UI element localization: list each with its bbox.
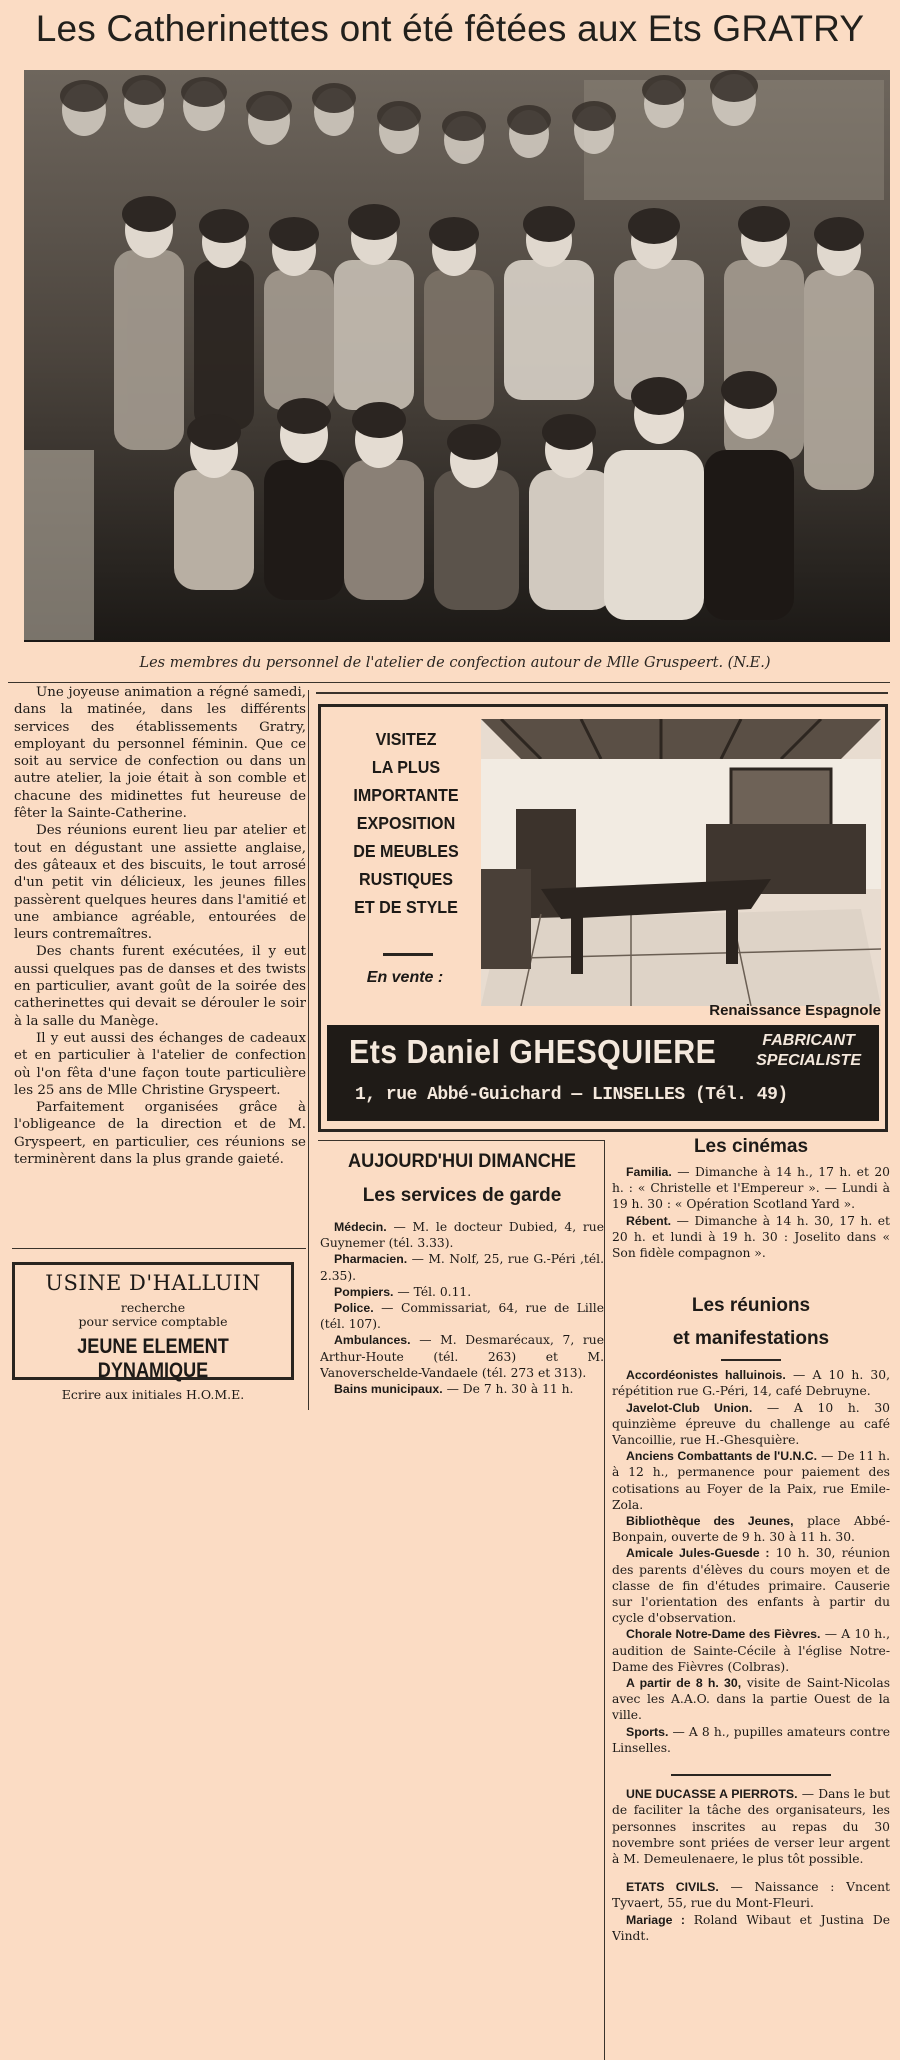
article-body (14, 684, 306, 1240)
reunions-heading-line: Les réunions (691, 1295, 811, 1317)
ducasse-label: UNE DUCASSE A PIERROTS. (626, 1787, 798, 1802)
list-item (320, 1381, 604, 1397)
reunion-label: Chorale Notre-Dame des Fièvres. (626, 1627, 821, 1642)
usine-line: recherche (120, 1300, 186, 1315)
article-paragraph: Une joyeuse animation a régné samedi, dans la matinée, dans les différents services des établissements Gratry, employant du personnel féminin. Que ce soit au service de confection ou dans un autre atelier, la joie était à son comble et chacune des midinettes fut heureuse de fêter la Sainte-Catherine. (14, 685, 306, 822)
garde-item-label: Pharmacien. (334, 1252, 408, 1267)
reunion-label: Javelot-Club Union. (626, 1400, 753, 1415)
group-photo (24, 70, 890, 642)
furniture-room-illustration (481, 719, 881, 1006)
ad-style-label: Renaissance Espagnole (709, 1002, 881, 1019)
list-item (612, 1213, 890, 1262)
reunion-text: visite de Saint-Nicolas avec les A.A.O. dans la partie Ouest de la ville. (612, 1676, 890, 1723)
reunion-text: place Abbé-Bonpain, ouverte de 9 h. 30 à 11 h. 30. (612, 1514, 890, 1545)
garde-item-text: — Commissariat, 64, rue de Lille (tél. 107). (320, 1301, 604, 1332)
reunions-heading-line: et manifestations (672, 1328, 830, 1350)
list-item (612, 1912, 890, 1944)
ad-divider (383, 953, 433, 956)
ad-en-vente: En vente : (366, 969, 444, 986)
list-item (612, 1513, 890, 1545)
ad-slogan-line: IMPORTANTE (353, 785, 459, 805)
list-item (320, 1332, 604, 1381)
ad-slogan (339, 725, 473, 921)
garde-item-text: — M. le docteur Dubied, 4, rue Guynemer (tél. 3.33). (320, 1220, 604, 1251)
etats-label: ETATS CIVILS. (626, 1880, 719, 1895)
ad-slogan-line: VISITEZ (375, 729, 437, 749)
ad-slogan-line: EXPOSITION (356, 813, 456, 833)
list-item (612, 1545, 890, 1626)
cinema-label: Rébent. (626, 1213, 672, 1228)
usine-headline: JEUNE ELEMENT DYNAMIQUE (77, 1335, 229, 1382)
usine-footer: Ecrire aux initiales H.O.M.E. (61, 1387, 245, 1402)
reunion-text: — A 8 h., pupilles amateurs contre Linselles. (612, 1724, 890, 1755)
garde-list (320, 1219, 604, 1397)
garde-item-label: Pompiers. (334, 1284, 394, 1299)
reunion-label: Anciens Combattants de l'U.N.C. (626, 1449, 818, 1464)
usine-line: pour service comptable (78, 1314, 228, 1329)
ad-company-name: Ets Daniel GHESQUIERE (349, 1033, 717, 1070)
article-paragraph: Des chants furent exécutées, il y eut aussi quelques pas de danses et des twists en particulier, avant goût de la soirée des catherinettes qui devait se dérouler le soir à la salle du Manège. (14, 944, 306, 1029)
ad-company-banner (327, 1025, 879, 1121)
ad-fabricant-line: FABRICANT (762, 1032, 855, 1049)
list-item (612, 1786, 890, 1867)
list-item (320, 1251, 604, 1283)
list-item (320, 1284, 604, 1300)
reunion-text: — A 10 h. 30 quinzième épreuve du challenge au café Vancoillie, rue H.-Ghesquière. (612, 1400, 890, 1448)
garde-subheading: Les services de garde (362, 1185, 562, 1206)
mariage-text: Roland Wibaut et Justina De Vindt. (612, 1912, 890, 1943)
garde-item-label: Médecin. (334, 1220, 387, 1234)
list-item (612, 1724, 890, 1756)
cinemas-list (612, 1164, 890, 1261)
list-item (320, 1300, 604, 1332)
headline: Les Catherinettes ont été fêtées aux Ets GRATRY (35, 8, 865, 49)
cinemas-heading: Les cinémas (693, 1136, 809, 1157)
garde-item-text: — Tél. 0.11. (393, 1284, 472, 1299)
garde-item-label: Ambulances. (334, 1333, 411, 1348)
ad-slogan-line: DE MEUBLES (353, 841, 459, 861)
garde-heading: AUJOURD'HUI DIMANCHE (348, 1150, 576, 1172)
reunion-label: A partir de 8 h. 30, (626, 1676, 742, 1691)
ducasse-divider (671, 1774, 831, 1776)
reunion-label: Amicale Jules-Guesde : (626, 1546, 770, 1561)
garde-item-text: — De 7 h. 30 à 11 h. (442, 1382, 574, 1397)
garde-item-label: Bains municipaux. (334, 1382, 443, 1397)
reunion-text: — A 10 h. 30, répétition rue G.-Péri, 14, café Debruyne. (612, 1368, 890, 1399)
group-photo-illustration (24, 70, 890, 642)
column-rule-left (308, 690, 309, 1410)
ad-slogan-line: ET DE STYLE (354, 897, 458, 917)
reunion-label: Accordéonistes halluinois. (626, 1368, 786, 1383)
caption-rule (8, 682, 890, 683)
ducasse-text: — Dans le but de faciliter la tâche des organisateurs, les personnes inscrites au repas du 30 novembre sont priées de verser leur argent à M. Demeulenaere, le plus tôt possible. (612, 1787, 890, 1866)
garde-item-label: Police. (334, 1301, 374, 1316)
list-item (612, 1879, 890, 1911)
ad-slogan-line: LA PLUS (371, 757, 441, 777)
list-item (320, 1219, 604, 1251)
etats-text: — Naissance : Vncent Tyvaert, 55, rue du Mont-Fleuri. (612, 1880, 890, 1911)
reunions-list (612, 1367, 890, 1756)
garde-top-rule (318, 1140, 604, 1141)
list-item (612, 1448, 890, 1513)
reunion-text: 10 h. 30, réunion des parents d'élèves du cours moyen et de classe de fin d'études primaire. Causerie sur l'orientation des enfants à partir du cycle d'observation. (612, 1546, 890, 1626)
ad-address: 1, rue Abbé-Guichard — LINSELLES (Tél. 49) (355, 1085, 788, 1105)
ad-fabricant (756, 1031, 861, 1071)
furniture-room-drawing (481, 719, 881, 1006)
reunions-divider (721, 1359, 781, 1361)
article-paragraph: Il y eut aussi des échanges de cadeaux et en particulier à l'atelier de confection où l'on fêta d'une façon toute particulière les 25 ans de Mlle Christine Gryspeert. (14, 1030, 306, 1098)
cinema-text: — Dimanche à 14 h., 17 h. et 20 h. : « Christelle et l'Empereur ». — Lundi à 19 h. 30 : « Opération Scotland Yard ». (612, 1165, 890, 1212)
reunion-text: — De 11 h. à 12 h., permanence pour paiement des cotisations au Foyer de la Paix, rue Emile-Zola. (612, 1449, 890, 1512)
ducasse-notice (612, 1786, 890, 1867)
cinema-text: — Dimanche à 14 h. 30, 17 h. et 20 h. et lundi à 19 h. 30 : Joselito dans « Son fidèle compagnon ». (612, 1213, 890, 1261)
mariage-label: Mariage : (626, 1912, 685, 1927)
garde-item-text: — M. Nolf, 25, rue G.-Péri ,tél. 2.35). (320, 1252, 604, 1283)
list-item (612, 1675, 890, 1724)
furniture-advertisement (318, 704, 888, 1132)
right-column (612, 1132, 890, 2052)
ad-specialiste-line: SPECIALISTE (756, 1052, 861, 1069)
ad-top-rule (316, 692, 888, 694)
reunions-heading (612, 1289, 890, 1355)
column-rule-right (604, 1140, 605, 2060)
list-item (612, 1367, 890, 1399)
garde-item-text: — M. Desmarécaux, 7, rue Arthur-Houte (tél. 263) et M. Vanoverschelde-Vandaele (tél. 273 et 313). (320, 1333, 604, 1380)
list-item (612, 1626, 890, 1675)
photo-caption: Les membres du personnel de l'atelier de confection autour de Mlle Gruspeert. (N.E.) (139, 655, 771, 671)
usine-title: USINE D'HALLUIN (45, 1271, 261, 1295)
reunion-text: — A 10 h., audition de Sainte-Cécile à l'église Notre-Dame des Fièvres (Colbras). (612, 1627, 890, 1674)
services-de-garde (320, 1146, 604, 1426)
usine-classified-ad (12, 1262, 294, 1402)
ad-slogan-line: RUSTIQUES (359, 869, 453, 889)
cinema-label: Familia. (626, 1165, 672, 1179)
reunion-label: Bibliothèque des Jeunes, (626, 1514, 794, 1529)
article-paragraph: Parfaitement organisées grâce à l'obligeance de la direction et de M. Gryspeert, en particulier, ces réunions se terminèrent dans la plus grande gaieté. (14, 1100, 306, 1168)
list-item (612, 1164, 890, 1213)
list-item (612, 1400, 890, 1449)
reunion-label: Sports. (626, 1724, 669, 1739)
article-end-rule (12, 1248, 306, 1249)
article-paragraph: Des réunions eurent lieu par atelier et tout en dégustant une assiette anglaise, des gâteaux et des biscuits, le tout arrosé d'un petit vin délicieux, les jeunes filles passèrent quelques heures dans l'amitié et une ambiance agréable, entourées de leurs contremaîtres. (14, 823, 306, 943)
etats-civils (612, 1879, 890, 1944)
